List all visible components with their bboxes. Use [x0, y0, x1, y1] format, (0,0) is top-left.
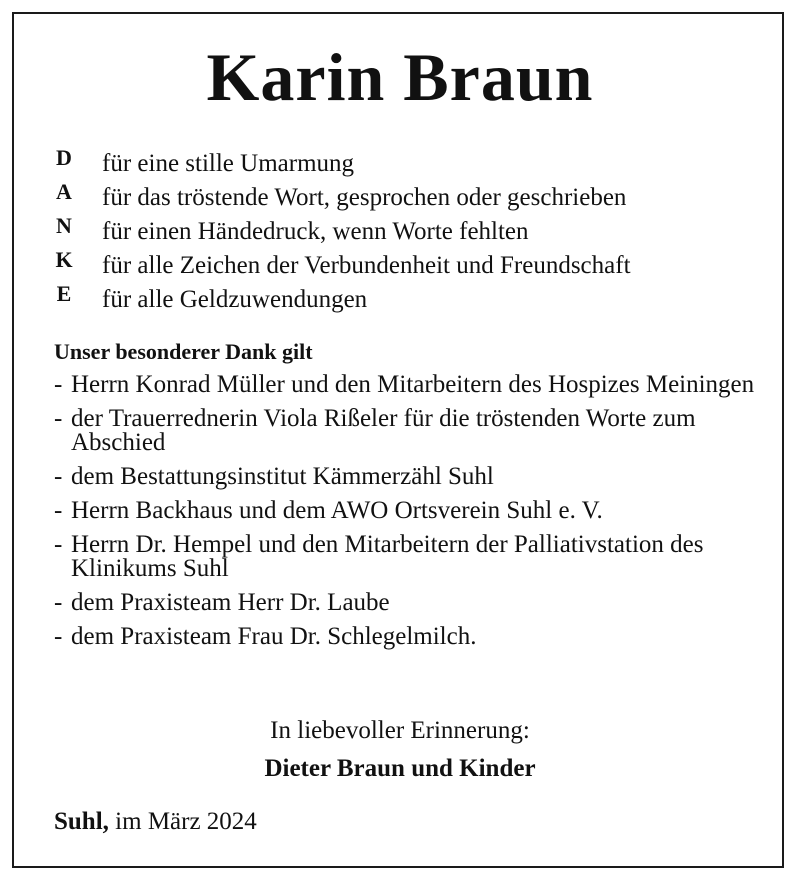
danke-letter: K: [55, 247, 73, 272]
list-item: [54, 465, 774, 489]
list-item: [54, 625, 774, 649]
list-bullet: -: [54, 531, 63, 558]
danke-row: [52, 177, 772, 211]
list-bullet: -: [54, 497, 63, 524]
list-item-text: der Trauerrednerin Viola Rißeler für die tröstenden Worte zum Abschied: [71, 405, 696, 456]
danke-letter: A: [56, 179, 72, 204]
place: Suhl,: [54, 808, 109, 835]
signature: Dieter Braun und Kinder: [264, 755, 536, 782]
list-item-text: Herrn Backhaus und dem AWO Ortsverein Suhl e. V.: [71, 497, 603, 524]
danke-row: [52, 143, 772, 177]
list-bullet: -: [54, 589, 63, 616]
list-bullet: -: [54, 405, 63, 432]
list-item-text: Herrn Dr. Hempel und den Mitarbeitern der Palliativstation des Klinikums Suhl: [71, 531, 704, 582]
list-item-text: dem Praxisteam Herr Dr. Laube: [71, 589, 390, 616]
place-and-date: [54, 806, 257, 838]
list-item: [54, 407, 774, 455]
list-item: [54, 373, 774, 397]
danke-acrostic: [52, 143, 772, 313]
danke-text: für das tröstende Wort, gesprochen oder geschrieben: [102, 184, 627, 211]
date: im März 2024: [115, 808, 257, 835]
list-item: [54, 499, 774, 523]
danke-text: für einen Händedruck, wenn Worte fehlten: [102, 218, 529, 245]
list-item-text: dem Praxisteam Frau Dr. Schlegelmilch.: [71, 623, 477, 650]
special-thanks-list: [54, 373, 774, 659]
danke-text: für alle Zeichen der Verbundenheit und Freundschaft: [102, 252, 631, 279]
deceased-name-title: Karin Braun: [206, 39, 594, 115]
list-bullet: -: [54, 463, 63, 490]
list-item-text: dem Bestattungsinstitut Kämmerzähl Suhl: [71, 463, 494, 490]
list-bullet: -: [54, 623, 63, 650]
danke-letter: N: [56, 213, 72, 238]
closing-line: In liebevoller Erinnerung:: [270, 717, 530, 744]
list-bullet: -: [54, 371, 63, 398]
special-thanks-heading: Unser besonderer Dank gilt: [54, 339, 313, 364]
list-item: [54, 591, 774, 615]
danke-text: für alle Geldzuwendungen: [102, 286, 368, 313]
danke-letter: E: [56, 281, 72, 306]
danke-row: [52, 279, 772, 313]
danke-letter: D: [56, 145, 72, 170]
list-item-text: Herrn Konrad Müller und den Mitarbeitern des Hospizes Meiningen: [71, 371, 755, 398]
danke-row: [52, 245, 772, 279]
list-item: [54, 533, 774, 581]
danke-text: für eine stille Umarmung: [102, 150, 355, 177]
danke-row: [52, 211, 772, 245]
